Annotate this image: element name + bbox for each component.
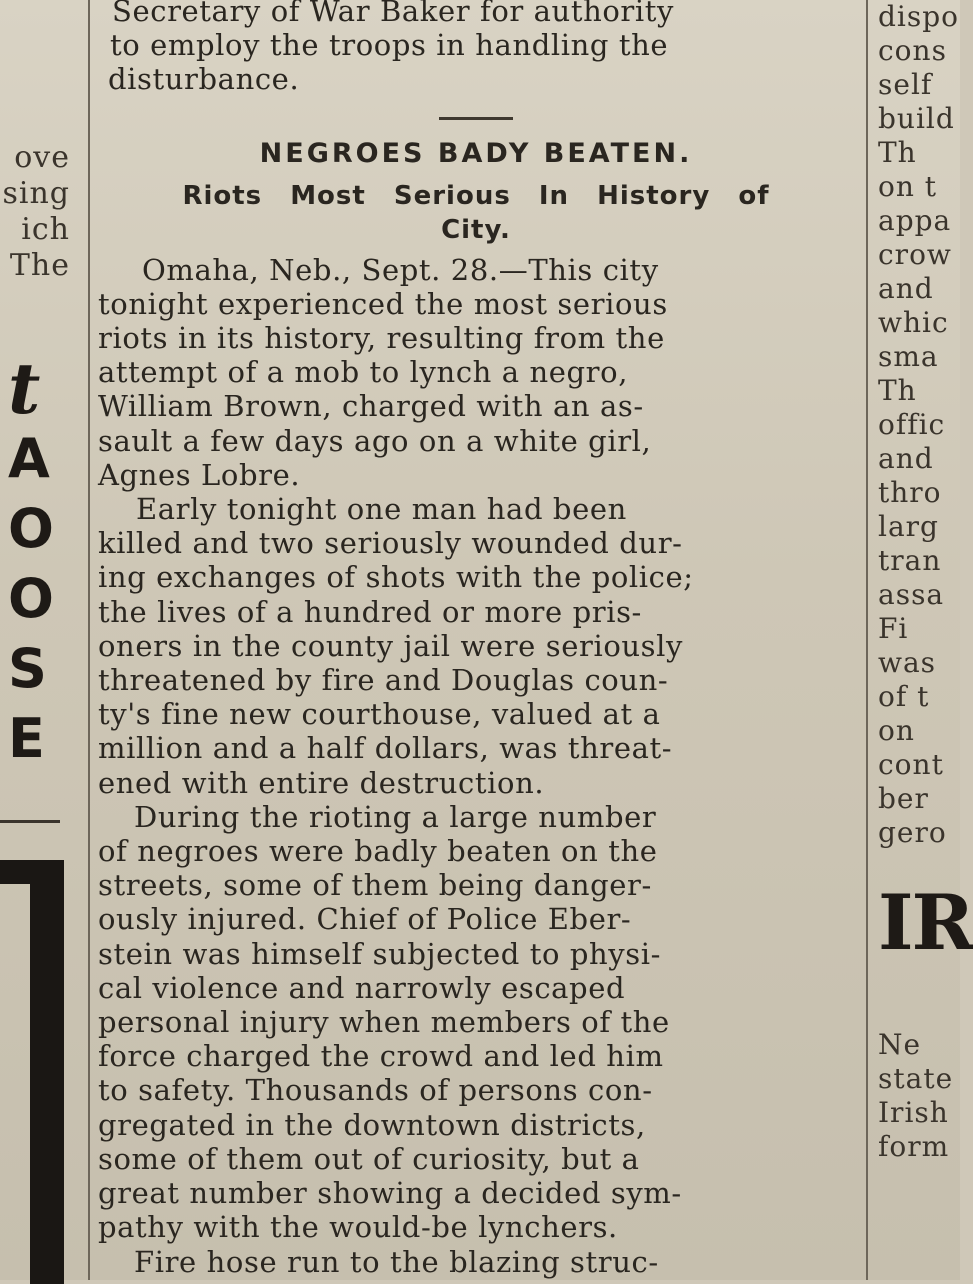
article-paragraph-1 (98, 253, 854, 492)
text-line: oners in the county jail were seriously (98, 628, 683, 663)
left-fragment-line: The (9, 248, 70, 283)
text-line: riots in its history, resulting from the (98, 321, 665, 356)
right-fragment-line: thro (878, 476, 942, 509)
column-rule-left (88, 0, 90, 1280)
right-fragment-line: on (878, 714, 915, 747)
right-fragment-line: larg (878, 510, 939, 543)
ad-letter: S (8, 637, 47, 700)
right-fragment-line: sma (878, 340, 939, 373)
right-fragment-line: and (878, 442, 934, 475)
left-divider (0, 820, 60, 823)
right-fragment-line: on t (878, 170, 938, 203)
right-fragment-line: build (878, 102, 955, 135)
text-line: ously injured. Chief of Police Eber- (98, 902, 632, 937)
right-column-fragment (878, 0, 973, 1164)
text-line: threatened by fire and Douglas coun- (98, 663, 669, 698)
article-headline: NEGROES BADY BEATEN. (259, 137, 693, 169)
text-line: sault a few days ago on a white girl, (98, 423, 652, 458)
text-line: million and a half dollars, was threat- (98, 731, 673, 766)
text-line: pathy with the would-be lynchers. (98, 1210, 618, 1245)
right-headline-fragment: IR (878, 878, 973, 967)
text-line: Omaha, Neb., Sept. 28.—This city (142, 252, 659, 287)
right-fragment-line: state (878, 1062, 954, 1095)
right-fragment-line: appa (878, 204, 952, 237)
right-fragment-line: form (878, 1130, 950, 1163)
text-line: attempt of a mob to lynch a negro, (98, 355, 629, 390)
text-line: of negroes were badly beaten on the (98, 834, 658, 869)
text-line: gregated in the downtown districts, (98, 1107, 646, 1142)
text-line: cal violence and narrowly escaped (98, 970, 626, 1005)
right-fragment-line: assa (878, 578, 945, 611)
left-fragment-line: ich (21, 212, 70, 247)
text-line: William Brown, charged with an as- (98, 389, 644, 424)
ad-letter: A (8, 427, 50, 490)
right-fragment-line: offic (878, 408, 946, 441)
text-line: killed and two seriously wounded dur- (98, 526, 683, 561)
right-fragment-line: Fi (878, 612, 909, 645)
text-line: tonight experienced the most serious (98, 286, 668, 321)
right-fragment-line: tran (878, 544, 942, 577)
text-line: some of them out of curiosity, but a (98, 1141, 640, 1176)
article-subhead-line2: City. (441, 214, 511, 245)
article-subhead-line1: Riots Most Serious In History of (182, 180, 770, 211)
right-fragment-line: dispo (878, 0, 960, 33)
text-line: disturbance. (108, 62, 300, 97)
ad-border-bar (30, 884, 64, 1284)
article-column (98, 0, 854, 1279)
text-line: Agnes Lobre. (98, 457, 301, 492)
right-fragment-line: Irish (878, 1096, 949, 1129)
left-fragment-line: sing (2, 176, 70, 211)
text-line: to employ the troops in handling the (110, 28, 669, 63)
article-paragraph-2 (98, 492, 854, 800)
preceding-story-end (98, 0, 854, 97)
text-line: streets, some of them being danger- (98, 868, 652, 903)
text-line: During the rioting a large number (134, 799, 657, 834)
right-fragment-line: Th (878, 374, 917, 407)
ad-border-top (0, 860, 64, 884)
text-line: ty's fine new courthouse, valued at a (98, 697, 661, 732)
text-line: stein was himself subjected to physi- (98, 936, 662, 971)
ad-letter: O (8, 567, 54, 630)
right-fragment-line: Th (878, 136, 917, 169)
text-line: to safety. Thousands of persons con- (98, 1073, 653, 1108)
text-line: Early tonight one man had been (136, 492, 627, 527)
right-fragment-line: of t (878, 680, 930, 713)
text-line: personal injury when members of the (98, 1005, 670, 1040)
text-line: great number showing a decided sym- (98, 1176, 682, 1211)
column-rule-right (866, 0, 868, 1280)
article-paragraph-3 (98, 800, 854, 1245)
text-line: ing exchanges of shots with the police; (98, 560, 694, 595)
right-fragment-line: Ne (878, 1028, 922, 1061)
story-divider (439, 117, 513, 120)
left-column-fragment (0, 140, 70, 774)
text-line: Secretary of War Baker for authority (112, 0, 674, 28)
left-advertisement (0, 347, 70, 774)
text-line: force charged the crowd and led him (98, 1039, 664, 1074)
ad-letter: O (8, 497, 54, 560)
right-fragment-line: whic (878, 306, 949, 339)
right-fragment-line: and (878, 272, 934, 305)
ad-letter: t (8, 347, 41, 430)
right-fragment-line: ber (878, 782, 929, 815)
right-fragment-line: self (878, 68, 933, 101)
article-paragraph-4 (98, 1245, 854, 1279)
right-fragment-line: gero (878, 816, 947, 849)
text-line: Fire hose run to the blazing struc- (134, 1244, 659, 1279)
right-fragment-line: was (878, 646, 937, 679)
right-fragment-line: cons (878, 34, 947, 67)
left-fragment-line: ove (14, 140, 70, 175)
text-line: ened with entire destruction. (98, 765, 545, 800)
right-fragment-line: cont (878, 748, 944, 781)
ad-letter: E (8, 707, 45, 770)
right-fragment-line: crow (878, 238, 952, 271)
text-line: the lives of a hundred or more pris- (98, 594, 642, 629)
